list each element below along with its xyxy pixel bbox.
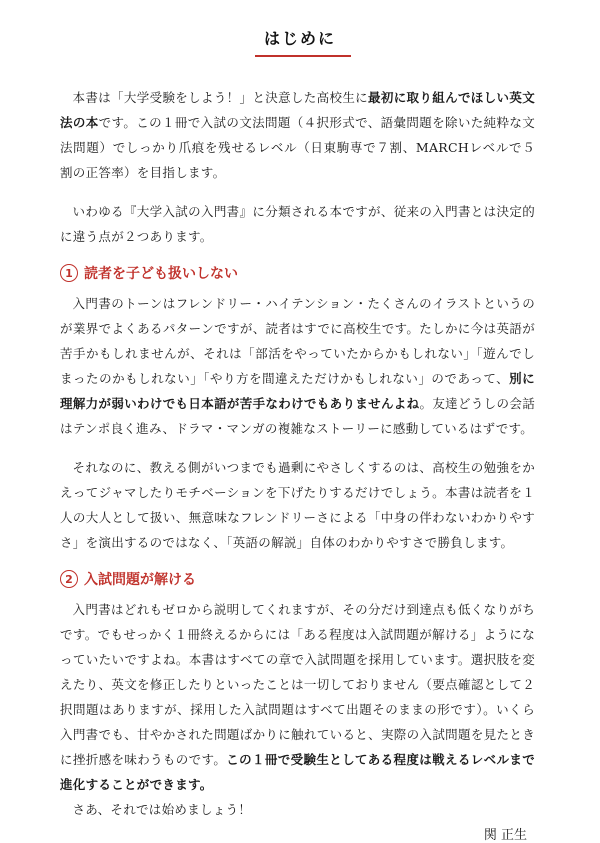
section2-paragraph-2: さあ、それでは始めましょう！	[72, 802, 252, 817]
text-run: 入門書はどれもゼロから説明してくれますが、その分だけ到達点も低くなりがちです。でもせっかく１冊終えるからには「ある程度は入試問題が解ける」ようになっていたいですよね。本書はすべての章で入試問題を採用しています。選択肢を変えたり、英文を修正したりといったことは一切しておりません（要点確認として２択問題はありますが、採用した入試問題はすべて出題そのままの形です）。いくら入門書でも、甘やかされた問題ばかりに触れていると、実際の入試問題を見たときに挫折感を味わうものです。	[60, 602, 535, 767]
intro-paragraph-2: いわゆる『大学入試の入門書』に分類される本ですが、従来の入門書とは決定的に違う点が２つあります。	[60, 204, 535, 244]
body-content	[60, 85, 535, 843]
emphasis-text: 別に理解力が弱いわけでも日本語が苦手なわけでもありませんよね	[60, 371, 535, 411]
emphasis-text: 最初に取り組んでほしい英文法の本	[60, 90, 535, 130]
section2-paragraph-1	[60, 597, 535, 797]
emphasis-text: この１冊で受験生としてある程度は戦えるレベルまで進化することができます。	[60, 752, 535, 792]
section1-paragraph-1	[60, 291, 535, 441]
text-run: 本書は「大学受験をしよう！」と決意した高校生に	[72, 90, 369, 105]
text-run: です。この１冊で入試の文法問題（４択形式で、語彙問題を除いた純粋な文法問題）でしっかり爪痕を残せるレベル（日東駒専で７割、MARCHレベルで５割の正答率）を目指します。	[60, 115, 535, 180]
title-underline	[255, 55, 351, 57]
section-title: 読者を子ども扱いしない	[84, 266, 238, 282]
section-title: 入試問題が解ける	[84, 572, 196, 588]
section-number-badge: 2	[60, 570, 78, 588]
text-run: 入門書のトーンはフレンドリー・ハイテンション・たくさんのイラストというのが業界でよくあるパターンですが、読者はすでに高校生です。たしかに今は英語が苦手かもしれませんが、それは「部活をやっていたからかもしれない」「遊んでしまったのかもしれない」「やり方を間違えただけかもしれない」のであって、	[60, 296, 535, 386]
section-heading-2	[60, 569, 535, 589]
section1-paragraph-2: それなのに、教える側がいつまでも過剰にやさしくするのは、高校生の勉強をかえってジャマしたりモチベーションを下げたりするだけでしょう。本書は読者を１人の大人として扱い、無意味なフレンドリーさによる「中身の伴わないわかりやすさ」を演出するのではなく、「英語の解説」自体のわかりやすさで勝負します。	[60, 460, 535, 550]
section-heading-1	[60, 263, 535, 283]
author-signature: 関 正生	[483, 828, 527, 843]
text-run: 。友達どうしの会話はテンポ良く進み、ドラマ・マンガの複雑なストーリーに感動しているはずです。	[60, 396, 535, 436]
intro-paragraph-1	[60, 85, 535, 185]
section-number-badge: 1	[60, 264, 78, 282]
page-title: はじめに	[263, 29, 336, 48]
